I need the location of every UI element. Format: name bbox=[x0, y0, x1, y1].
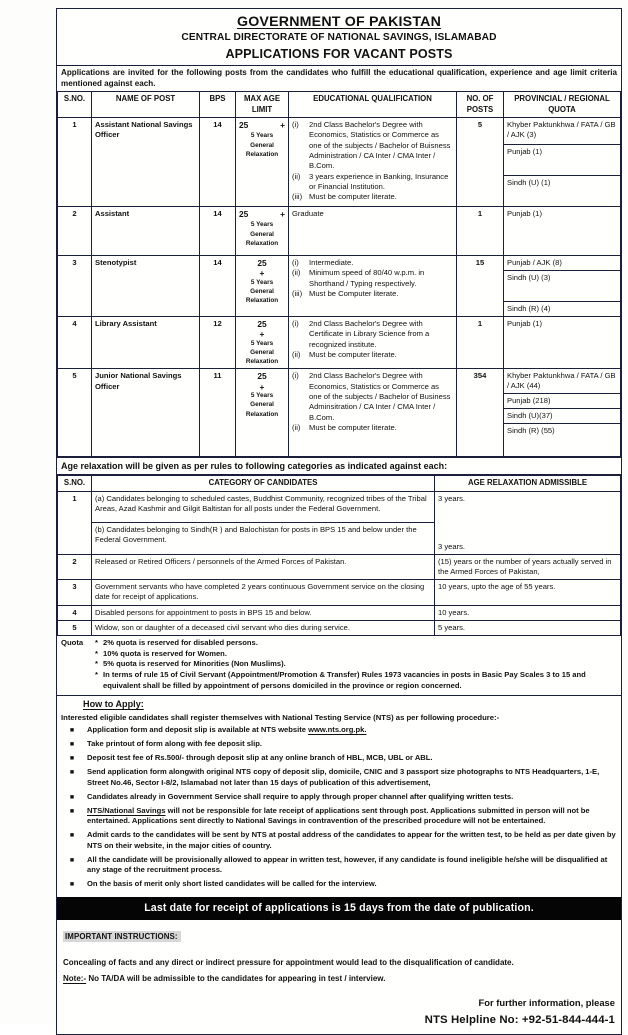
apply-item-text: Candidates already in Government Service shall require to apply through proper channel after qualifying written tests. bbox=[87, 791, 514, 801]
post-name: Junior National Savings Officer bbox=[92, 369, 200, 457]
document-header bbox=[57, 9, 621, 65]
qual-marker: (i) bbox=[292, 258, 299, 268]
age-relaxation-note: 5 Years General Relaxation bbox=[245, 339, 279, 366]
table-row bbox=[58, 207, 621, 256]
quota-entry: Punjab (1) bbox=[507, 209, 543, 219]
age-plus: + bbox=[280, 209, 285, 220]
qual-text: 2nd Class Bachelor's Degree with Economics, Statistics or Commerce as one of the subjects / Bachelor of Business Adminsitration / CA Inter / CMA Inter / B.Com. bbox=[309, 371, 451, 422]
note-text: No TA/DA will be admissible to the candidates for appearing in test / interview. bbox=[86, 974, 386, 984]
quota-entry: Punjab (1) bbox=[507, 319, 543, 329]
list-item bbox=[61, 806, 617, 827]
qual-text: 3 years experience in Banking, Insurance or Financial Institution. bbox=[309, 171, 449, 191]
table-row bbox=[58, 491, 621, 522]
qual-marker: (iii) bbox=[292, 289, 303, 298]
table-row bbox=[58, 555, 621, 580]
qual-marker: (ii) bbox=[292, 171, 301, 181]
list-item bbox=[61, 879, 617, 890]
bullet-icon: ■ bbox=[69, 769, 75, 777]
list-item bbox=[292, 192, 453, 202]
post-count: 15 bbox=[457, 256, 504, 317]
col-header-bps: BPS bbox=[200, 92, 236, 118]
age-relaxation-note: 5 Years General Relaxation bbox=[245, 221, 279, 247]
list-item bbox=[292, 319, 453, 350]
nts-website-link[interactable]: www.nts.org.pk. bbox=[308, 724, 367, 734]
organization-title: GOVERNMENT OF PAKISTAN bbox=[236, 14, 442, 30]
qual-text: 2nd Class Bachelor's Degree with Certificate in Library Science from a recognized institute. bbox=[309, 319, 430, 349]
list-item bbox=[95, 659, 617, 670]
age-relaxation-note: 5 Years General Relaxation bbox=[245, 132, 279, 158]
col-header-name: NAME OF POST bbox=[92, 92, 200, 118]
relax-category: Widow, son or daughter of a deceased civil servant who dies during service. bbox=[92, 620, 435, 635]
relax-admissible: 3 years. bbox=[435, 491, 621, 522]
post-qualification bbox=[289, 118, 457, 207]
apply-item-text: All the candidate will be provisionally allowed to appear in written test, however, if any candidate is found ineligible he/she will be disqualified at any stage of the recruitment process. bbox=[87, 854, 608, 875]
quota-label: Quota bbox=[61, 637, 84, 647]
further-information-text: For further information, please bbox=[478, 996, 615, 1008]
list-item bbox=[292, 350, 453, 360]
post-bps: 14 bbox=[200, 118, 236, 207]
table-row bbox=[58, 369, 621, 457]
relax-category: Government servants who have completed 2 years continuous Government service on the closing date for receipt of applications. bbox=[92, 580, 435, 605]
quota-notes bbox=[57, 636, 621, 696]
post-name: Library Assistant bbox=[92, 317, 200, 369]
col-header-relax-sno: S.NO. bbox=[58, 476, 92, 491]
post-quota bbox=[504, 369, 621, 457]
asterisk-icon: * bbox=[95, 648, 98, 658]
age-value: 25 bbox=[257, 371, 267, 382]
age-relaxation-note: 5 Years General Relaxation bbox=[245, 278, 279, 305]
post-sno: 5 bbox=[58, 369, 92, 457]
col-header-max-age: MAX AGE LIMIT bbox=[236, 92, 289, 118]
page-title: APPLICATIONS FOR VACANT POSTS bbox=[225, 47, 453, 61]
list-item bbox=[61, 739, 617, 750]
apply-item-text: NTS/National Savings will not be responsible for late receipt of applications sent through post. Applications submitted in person will not be entertained. Applications sent directly to National Savings in contravention of the prescribed procedure will not be entertained. bbox=[87, 805, 590, 826]
post-bps: 14 bbox=[200, 207, 236, 256]
table-row bbox=[58, 580, 621, 605]
list-item bbox=[61, 830, 617, 851]
post-sno: 3 bbox=[58, 256, 92, 317]
list-item bbox=[61, 725, 617, 736]
post-count: 354 bbox=[457, 369, 504, 457]
quota-entry: Punjab / AJK (8) bbox=[504, 256, 620, 271]
qual-text: Must be computer literate. bbox=[309, 350, 397, 359]
post-qualification bbox=[289, 317, 457, 369]
posts-table-header-row bbox=[58, 92, 621, 118]
apply-item-text: Take printout of form along with fee deposit slip. bbox=[87, 738, 262, 748]
quota-entry: Sindh (U) (3) bbox=[504, 271, 620, 302]
list-item bbox=[61, 792, 617, 803]
table-row bbox=[58, 118, 621, 207]
qual-marker: (ii) bbox=[292, 268, 301, 278]
post-count: 5 bbox=[457, 118, 504, 207]
footer-concealing-note: Concealing of facts and any direct or indirect pressure for appointment would lead to the disqualification of candidate. bbox=[63, 958, 514, 968]
post-max-age bbox=[236, 369, 289, 457]
post-max-age bbox=[236, 317, 289, 369]
post-max-age bbox=[236, 207, 289, 256]
age-plus: + bbox=[280, 120, 285, 131]
qual-text: Graduate bbox=[292, 209, 324, 219]
relax-admissible: (15) years or the number of years actually served in the Armed Forces of Pakistan, bbox=[435, 555, 621, 580]
qual-text: Must be computer literate. bbox=[309, 192, 397, 202]
post-sno: 2 bbox=[58, 207, 92, 256]
quota-note-text: 10% quota is reserved for Women. bbox=[103, 648, 227, 658]
list-item bbox=[292, 120, 453, 172]
list-item bbox=[292, 371, 453, 423]
relaxation-table bbox=[57, 475, 621, 636]
post-quota bbox=[504, 207, 621, 256]
relax-category: (a) Candidates belonging to scheduled castes, Buddhist Community, recognized tribes of the Tribal Areas, Azad Kashmir and Gilgit Baltistan for all posts under the Federal Government. bbox=[92, 491, 435, 522]
apply-item-text: Deposit test fee of Rs.500/- through deposit slip at any online branch of HBL, MCB, UBL or ABL. bbox=[87, 752, 433, 762]
post-qualification bbox=[289, 256, 457, 317]
post-bps: 14 bbox=[200, 256, 236, 317]
relaxation-header-row bbox=[58, 476, 621, 491]
relax-sno: 1 bbox=[58, 491, 92, 555]
post-qualification bbox=[289, 207, 457, 256]
post-name: Assistant National Savings Officer bbox=[92, 118, 200, 207]
posts-table bbox=[57, 91, 621, 457]
quota-note-text: 2% quota is reserved for disabled persons. bbox=[103, 637, 258, 647]
qual-marker: (ii) bbox=[292, 423, 301, 433]
post-name: Assistant bbox=[92, 207, 200, 256]
post-sno: 4 bbox=[58, 317, 92, 369]
col-header-no-of-posts: NO. OF POSTS bbox=[457, 92, 504, 118]
qual-text: Minimum speed of 80/40 w.p.m. in Shorthand / Typing respectively. bbox=[309, 268, 425, 288]
age-plus: + bbox=[259, 268, 265, 279]
col-header-category: CATEGORY OF CANDIDATES bbox=[92, 476, 435, 491]
bullet-icon: ■ bbox=[69, 881, 75, 888]
bullet-icon: ■ bbox=[69, 740, 75, 748]
qual-text: Intermediate. bbox=[309, 258, 354, 268]
quota-entry: Sindh (U) (1) bbox=[507, 178, 551, 188]
asterisk-icon: * bbox=[95, 659, 98, 669]
apply-item-text: Application form and deposit slip is available at NTS website www.nts.org.pk. bbox=[87, 724, 367, 734]
post-max-age bbox=[236, 118, 289, 207]
post-quota bbox=[504, 256, 621, 317]
asterisk-icon: * bbox=[95, 637, 98, 647]
how-to-apply-list bbox=[61, 725, 617, 890]
relax-sno: 2 bbox=[58, 555, 92, 580]
table-row bbox=[58, 522, 621, 555]
bullet-icon: ■ bbox=[69, 754, 75, 762]
bullet-icon: ■ bbox=[69, 726, 75, 734]
relax-category: Disabled persons for appointment to posts in BPS 15 and below. bbox=[92, 605, 435, 620]
list-item bbox=[61, 767, 617, 788]
bullet-icon: ■ bbox=[69, 832, 75, 840]
list-item bbox=[292, 423, 453, 433]
relax-admissible: 10 years. bbox=[435, 605, 621, 620]
age-value: 25 bbox=[239, 120, 249, 131]
bullet-icon: ■ bbox=[69, 807, 75, 815]
list-item bbox=[292, 258, 453, 268]
quota-entry: Punjab (218) bbox=[504, 394, 620, 409]
quota-entry: Punjab (1) bbox=[504, 145, 620, 176]
age-plus: + bbox=[259, 381, 265, 392]
list-item bbox=[61, 855, 617, 876]
qual-text: Must be computer literate. bbox=[309, 423, 397, 433]
relax-category: (b) Candidates belonging to Sindh(R ) and Balochistan for posts in BPS 15 and below under the Federal Government. bbox=[92, 522, 435, 555]
col-header-admissible: AGE RELAXATION ADMISSIBLE bbox=[435, 476, 621, 491]
age-value: 25 bbox=[257, 319, 267, 330]
list-item bbox=[61, 753, 617, 764]
table-row bbox=[58, 620, 621, 635]
deadline-banner: Last date for receipt of applications is 15 days from the date of publication. bbox=[57, 897, 621, 920]
intro-paragraph: Applications are invited for the following posts from the candidates who fulfill the educational qualification, experience and age limit criteria mentioned against each. bbox=[57, 65, 621, 91]
relax-sno: 5 bbox=[58, 620, 92, 635]
post-max-age bbox=[236, 256, 289, 317]
age-plus: + bbox=[259, 329, 265, 340]
qual-marker: (iii) bbox=[292, 192, 303, 202]
apply-item-text: Send application form alongwith original NTS copy of deposit slip, domicile, CNIC and 3 passport size photographs to NTS Headquarters, 1-E, Street No.46, Sector I-8/2, Islamabad not later than 15 days of publication of this advertisement, bbox=[87, 767, 600, 787]
quota-note-text: In terms of rule 15 of Civil Servant (Appointment/Promotion & Transfer) Rules 1973 vacancies in posts in Basic Pay Scales 3 to 15 and equivalent shall be filled by appointment of persons domiciled in the province or region concerned. bbox=[103, 670, 586, 690]
list-item bbox=[292, 172, 453, 193]
footer-section bbox=[57, 920, 621, 1033]
qual-text: 2nd Class Bachelor's Degree with Economics, Statistics or Commerce as one of the subjects / Bachelor of Buisness Administration / CA Inter / CMA Inter / B.Com. bbox=[309, 120, 451, 171]
post-count: 1 bbox=[457, 207, 504, 256]
col-header-sno: S.NO. bbox=[58, 92, 92, 118]
age-value: 25 bbox=[239, 209, 249, 220]
quota-entry: Sindh (R) (55) bbox=[507, 426, 555, 436]
list-item bbox=[95, 670, 617, 692]
bullet-icon: ■ bbox=[69, 793, 75, 801]
col-header-qualification: EDUCATIONAL QUALIFICATION bbox=[289, 92, 457, 118]
organization-subtitle: CENTRAL DIRECTORATE OF NATIONAL SAVINGS, ISLAMABAD bbox=[181, 32, 497, 43]
post-qualification bbox=[289, 369, 457, 457]
footer-note bbox=[63, 973, 615, 984]
how-to-apply-lead: Interested eligible candidates shall register themselves with National Testing Service (NTS) as per following procedure:- bbox=[61, 712, 500, 722]
list-item bbox=[292, 289, 453, 299]
advertisement-sheet bbox=[56, 8, 622, 1035]
table-row bbox=[58, 256, 621, 317]
post-bps: 11 bbox=[200, 369, 236, 457]
post-bps: 12 bbox=[200, 317, 236, 369]
relax-sno: 3 bbox=[58, 580, 92, 605]
relax-sno: 4 bbox=[58, 605, 92, 620]
apply-item-text: On the basis of merit only short listed candidates will be called for the interview. bbox=[87, 879, 377, 888]
quota-note-text: 5% quota is reserved for Minorities (Non Muslims). bbox=[103, 659, 286, 669]
qual-marker: (i) bbox=[292, 319, 299, 329]
post-name: Stenotypist bbox=[92, 256, 200, 317]
table-row bbox=[58, 605, 621, 620]
relax-admissible: 3 years. bbox=[435, 522, 621, 555]
qual-text: Must be Computer literate. bbox=[309, 289, 399, 298]
qual-marker: (i) bbox=[292, 371, 299, 381]
how-to-apply-heading: How to Apply: bbox=[83, 698, 144, 709]
age-relaxation-note: 5 Years General Relaxation bbox=[245, 392, 279, 418]
asterisk-icon: * bbox=[95, 670, 98, 680]
post-sno: 1 bbox=[58, 118, 92, 207]
age-value: 25 bbox=[257, 258, 267, 269]
list-item bbox=[95, 638, 617, 649]
quota-entry: Sindh (R) (4) bbox=[507, 304, 551, 314]
bullet-icon: ■ bbox=[69, 856, 75, 864]
col-header-quota: PROVINCIAL / REGIONAL QUOTA bbox=[504, 92, 621, 118]
nts-helpline: NTS Helpline No: +92-51-844-444-1 bbox=[424, 1013, 615, 1026]
relaxation-intro: Age relaxation will be given as per rules to following categories as indicated against each: bbox=[57, 457, 621, 475]
post-quota bbox=[504, 118, 621, 207]
apply-item-text: Admit cards to the candidates will be sent by NTS at postal address of the candidates to appear for the written test, to be held as per date given by NTS on their website, in the major cities of country. bbox=[87, 830, 616, 850]
relax-admissible: 5 years. bbox=[435, 620, 621, 635]
quota-entry: Khyber Paktunkhwa / FATA / GB / AJK (3) bbox=[504, 118, 620, 145]
qual-marker: (ii) bbox=[292, 350, 301, 359]
relax-admissible: 10 years, upto the age of 55 years. bbox=[435, 580, 621, 605]
table-row bbox=[58, 317, 621, 369]
list-item bbox=[292, 268, 453, 289]
quota-entry: Khyber Paktunkhwa / FATA / GB / AJK (44) bbox=[504, 369, 620, 393]
post-quota bbox=[504, 317, 621, 369]
how-to-apply-section bbox=[57, 696, 621, 898]
qual-marker: (i) bbox=[292, 120, 299, 130]
relax-category: Released or Retired Officers / personnels of the Armed Forces of Pakistan. bbox=[92, 555, 435, 580]
note-label: Note:- bbox=[63, 974, 87, 984]
list-item bbox=[95, 649, 617, 660]
important-instructions-title: IMPORTANT INSTRUCTIONS: bbox=[63, 931, 181, 942]
quota-entry: Sindh (U)(37) bbox=[504, 409, 620, 424]
post-count: 1 bbox=[457, 317, 504, 369]
